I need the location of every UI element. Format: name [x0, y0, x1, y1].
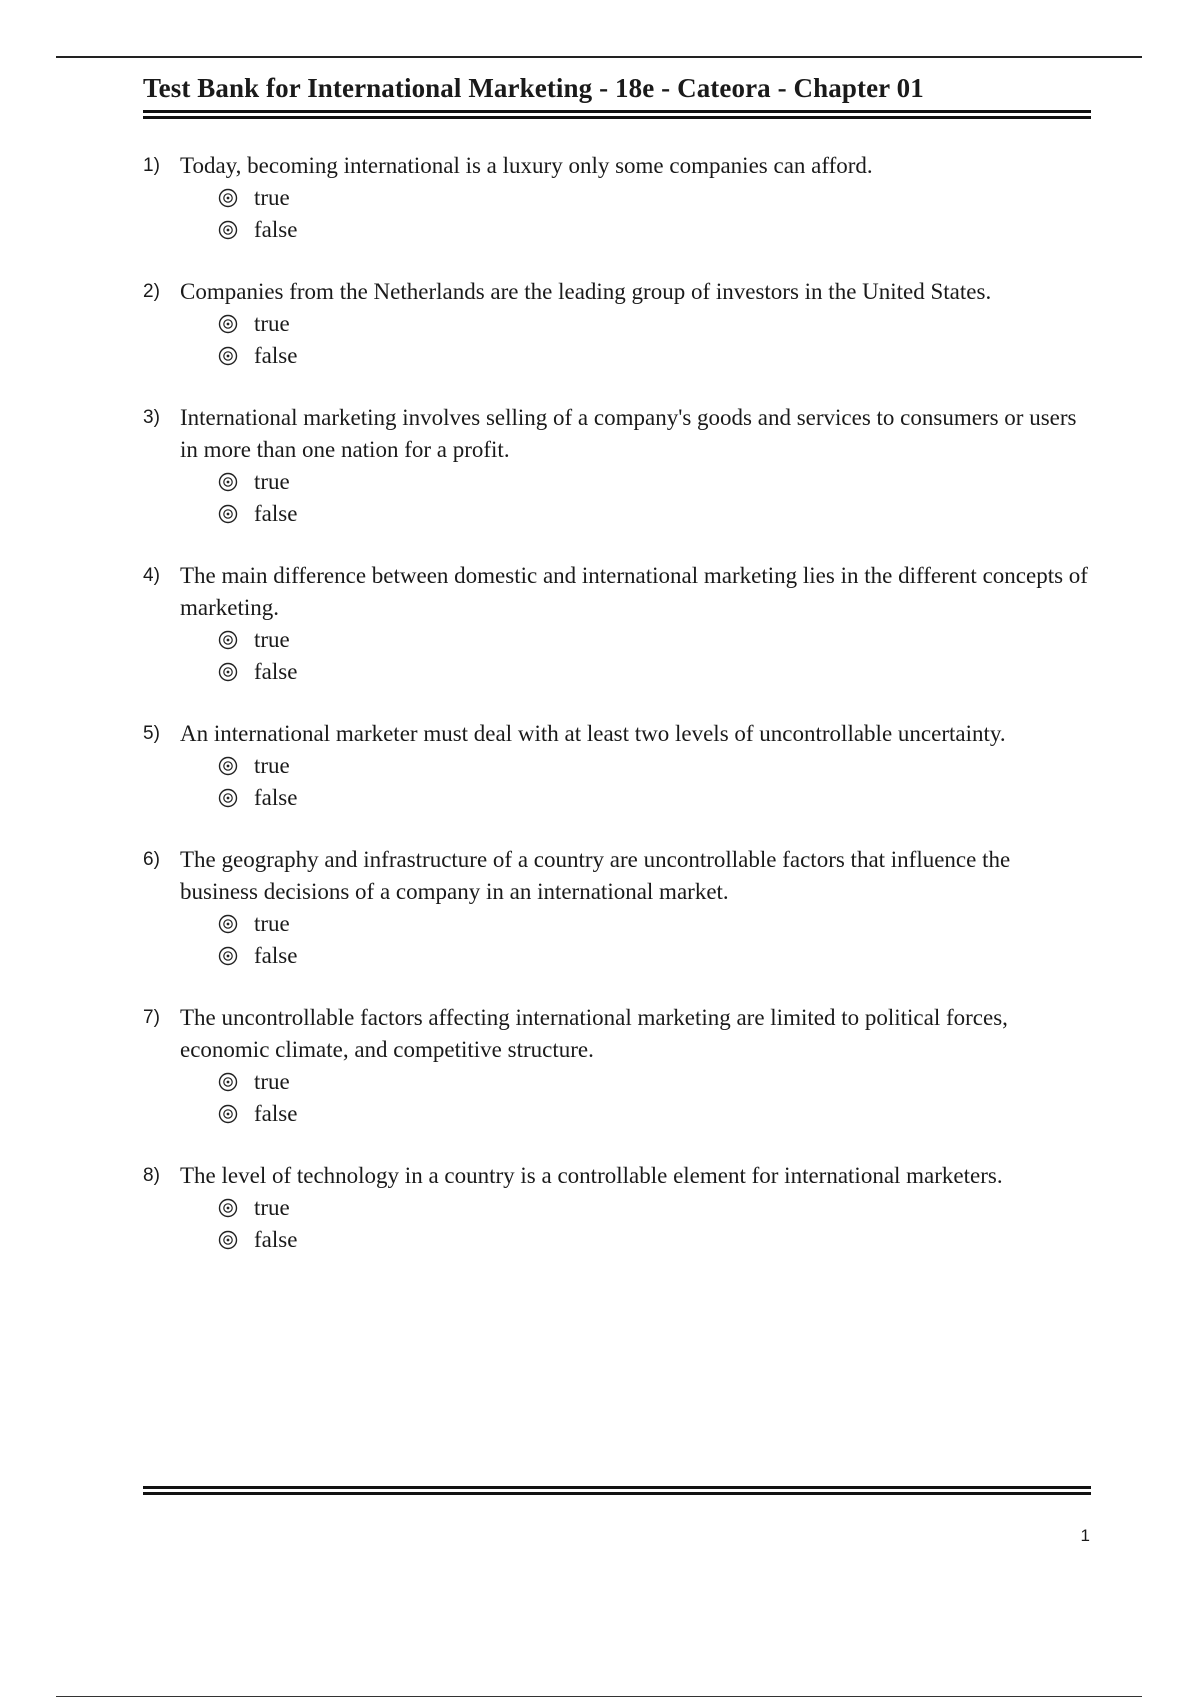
answer-options	[218, 466, 1091, 530]
question-2	[143, 276, 1091, 372]
option-false[interactable]	[218, 498, 1091, 530]
option-label: true	[254, 1069, 290, 1094]
answer-options	[218, 750, 1091, 814]
option-label: true	[254, 627, 290, 652]
radio-button-icon[interactable]	[218, 1230, 238, 1250]
option-label: false	[254, 501, 298, 526]
document-title: Test Bank for International Marketing - 18e - Cateora - Chapter 01	[143, 73, 924, 103]
option-label: false	[254, 1101, 298, 1126]
option-label: true	[254, 753, 290, 778]
question-text: The geography and infrastructure of a country are uncontrollable factors that influence the business decisions of a company in an international market.	[180, 847, 1011, 904]
question-text: An international marketer must deal with at least two levels of uncontrollable uncertainty.	[180, 721, 1006, 746]
radio-button-icon[interactable]	[218, 1072, 238, 1092]
question-text: The uncontrollable factors affecting international marketing are limited to political forces, economic climate, and competitive structure.	[180, 1005, 1008, 1062]
answer-options	[218, 624, 1091, 688]
footer-double-rule	[143, 1486, 1091, 1495]
question-text: International marketing involves selling of a company's goods and services to consumers or users in more than one nation for a profit.	[180, 405, 1077, 462]
radio-button-icon[interactable]	[218, 662, 238, 682]
option-false[interactable]	[218, 214, 1091, 246]
question-4	[143, 560, 1091, 688]
option-true[interactable]	[218, 308, 1091, 340]
answer-options	[218, 908, 1091, 972]
option-true[interactable]	[218, 908, 1091, 940]
question-number: 4)	[143, 565, 160, 586]
header-double-rule	[143, 110, 1091, 119]
question-list	[143, 150, 1091, 1286]
question-5	[143, 718, 1091, 814]
question-number: 1)	[143, 155, 160, 176]
option-false[interactable]	[218, 1224, 1091, 1256]
question-number: 8)	[143, 1165, 160, 1186]
option-label: false	[254, 217, 298, 242]
answer-options	[218, 1192, 1091, 1256]
document-header	[143, 70, 1091, 119]
top-border-line	[56, 56, 1142, 58]
answer-options	[218, 308, 1091, 372]
radio-button-icon[interactable]	[218, 1198, 238, 1218]
radio-button-icon[interactable]	[218, 630, 238, 650]
question-number: 7)	[143, 1007, 160, 1028]
question-text: Companies from the Netherlands are the leading group of investors in the United States.	[180, 279, 992, 304]
option-false[interactable]	[218, 656, 1091, 688]
option-label: false	[254, 659, 298, 684]
question-number: 6)	[143, 849, 160, 870]
radio-button-icon[interactable]	[218, 756, 238, 776]
option-true[interactable]	[218, 182, 1091, 214]
option-label: true	[254, 911, 290, 936]
radio-button-icon[interactable]	[218, 220, 238, 240]
question-number: 2)	[143, 281, 160, 302]
radio-button-icon[interactable]	[218, 788, 238, 808]
option-label: true	[254, 185, 290, 210]
option-true[interactable]	[218, 466, 1091, 498]
option-true[interactable]	[218, 1066, 1091, 1098]
option-false[interactable]	[218, 340, 1091, 372]
radio-button-icon[interactable]	[218, 946, 238, 966]
option-false[interactable]	[218, 940, 1091, 972]
option-label: true	[254, 311, 290, 336]
option-false[interactable]	[218, 782, 1091, 814]
radio-button-icon[interactable]	[218, 472, 238, 492]
option-label: false	[254, 343, 298, 368]
answer-options	[218, 182, 1091, 246]
question-text: Today, becoming international is a luxury only some companies can afford.	[180, 153, 873, 178]
question-6	[143, 844, 1091, 972]
option-true[interactable]	[218, 1192, 1091, 1224]
question-number: 3)	[143, 407, 160, 428]
radio-button-icon[interactable]	[218, 504, 238, 524]
bottom-border-line	[56, 1696, 1142, 1697]
question-text: The main difference between domestic and international marketing lies in the different concepts of marketing.	[180, 563, 1088, 620]
option-label: false	[254, 943, 298, 968]
option-label: false	[254, 1227, 298, 1252]
question-1	[143, 150, 1091, 246]
radio-button-icon[interactable]	[218, 314, 238, 334]
question-number: 5)	[143, 723, 160, 744]
option-label: false	[254, 785, 298, 810]
answer-options	[218, 1066, 1091, 1130]
footer	[143, 1482, 1091, 1495]
option-true[interactable]	[218, 750, 1091, 782]
option-label: true	[254, 469, 290, 494]
question-3	[143, 402, 1091, 530]
option-false[interactable]	[218, 1098, 1091, 1130]
question-8	[143, 1160, 1091, 1256]
page-number: 1	[1080, 1526, 1090, 1545]
radio-button-icon[interactable]	[218, 914, 238, 934]
radio-button-icon[interactable]	[218, 346, 238, 366]
question-text: The level of technology in a country is a controllable element for international marketers.	[180, 1163, 1003, 1188]
radio-button-icon[interactable]	[218, 1104, 238, 1124]
option-true[interactable]	[218, 624, 1091, 656]
radio-button-icon[interactable]	[218, 188, 238, 208]
question-7	[143, 1002, 1091, 1130]
option-label: true	[254, 1195, 290, 1220]
